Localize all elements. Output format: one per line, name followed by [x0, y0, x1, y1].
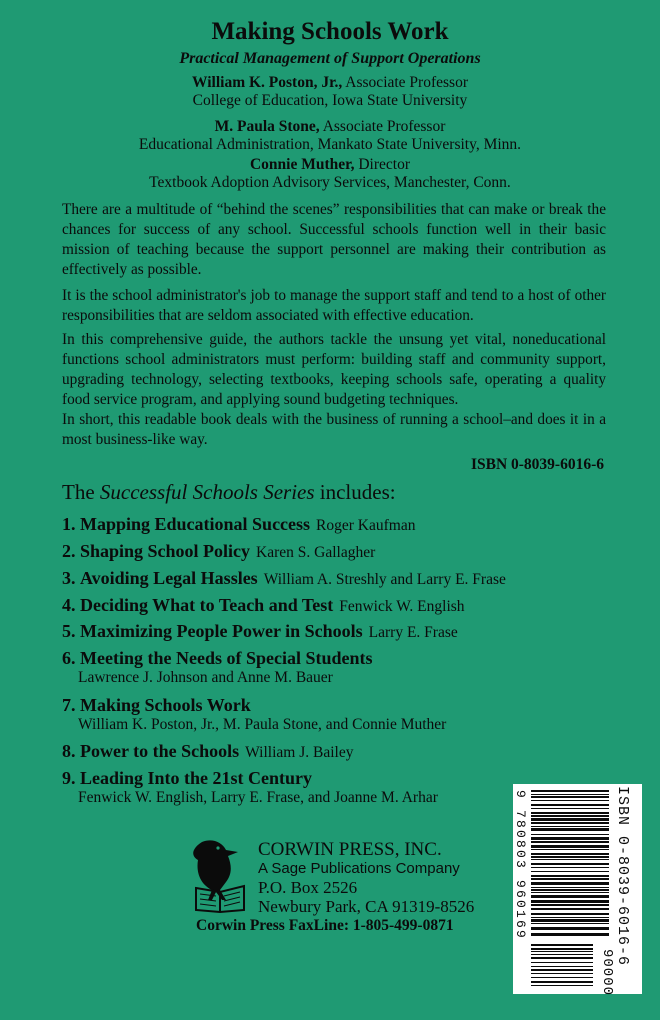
barcode-bar — [531, 927, 609, 930]
item-author: William J. Bailey — [245, 744, 354, 761]
item-title: Avoiding Legal Hassles — [80, 568, 258, 588]
barcode-bar — [531, 849, 609, 850]
series-item — [62, 567, 532, 591]
author-name: William K. Poston, Jr., — [192, 74, 343, 91]
barcode-bar — [531, 828, 609, 831]
item-author: Fenwick W. English — [339, 598, 465, 615]
barcode-bar — [531, 834, 609, 835]
item-title: Deciding What to Teach and Test — [80, 595, 334, 615]
author-block-2 — [0, 118, 660, 154]
description-paragraph-4: In short, this readable book deals with the business of running a school–and does it in a most business-like way. — [62, 411, 606, 448]
series-name: Successful Schools Series — [99, 480, 315, 504]
publisher-parent: A Sage Publications Company — [258, 860, 460, 877]
publisher-box: P.O. Box 2526 — [258, 878, 358, 897]
barcode-bar — [531, 871, 609, 872]
item-title: Making Schools Work — [80, 695, 251, 715]
barcode-isbn: ISBN 0-8039-6016-6 — [614, 786, 631, 967]
barcode-addon-bar — [531, 944, 593, 946]
item-title: Maximizing People Power in Schools — [80, 621, 363, 641]
item-title: Leading Into the 21st Century — [80, 768, 313, 788]
item-number: 5. — [62, 621, 76, 641]
author-role: Director — [354, 156, 410, 173]
publisher-block — [258, 840, 474, 916]
item-title: Shaping School Policy — [80, 541, 251, 561]
barcode-addon-bar — [531, 954, 593, 955]
barcode-bar — [531, 841, 609, 843]
barcode-addon-bar — [531, 951, 593, 952]
author-block-1 — [0, 74, 660, 110]
series-heading-pre: The — [62, 480, 100, 504]
barcode-bar — [531, 904, 609, 906]
barcode-bar — [531, 923, 609, 924]
publisher-city: Newbury Park, CA 91319-8526 — [258, 897, 475, 916]
barcode-addon-bar — [531, 977, 593, 978]
description-paragraph-2: It is the school administrator's job to manage the support staff and tend to a host of other responsibilities that are seldom associated with effective education. — [62, 287, 606, 324]
barcode-bar — [531, 889, 609, 891]
barcode-bar — [531, 837, 609, 840]
book-subtitle: Practical Management of Support Operations — [179, 50, 481, 67]
item-author: William K. Poston, Jr., M. Paula Stone, and Connie Muther — [78, 716, 447, 733]
barcode-bar — [531, 808, 609, 809]
series-item — [62, 540, 532, 564]
barcode-bar — [531, 800, 609, 801]
barcode-bar — [531, 815, 609, 817]
barcode-bar — [531, 853, 609, 855]
barcode-bar — [531, 822, 609, 824]
author-name: M. Paula Stone, — [214, 118, 320, 135]
item-author: Karen S. Gallagher — [256, 544, 376, 561]
barcode-bar — [531, 882, 609, 885]
barcode-bar — [531, 892, 609, 893]
barcode-bar — [531, 913, 609, 915]
series-heading — [62, 480, 396, 505]
barcode-bar — [531, 794, 609, 795]
item-number: 1. — [62, 514, 76, 534]
series-item — [62, 694, 532, 734]
author-role: Associate Professor — [342, 74, 468, 91]
series-item — [62, 647, 532, 687]
barcode-bar — [531, 895, 609, 898]
barcode-bar — [531, 917, 609, 918]
barcode-addon-bar — [531, 962, 593, 963]
item-author: Fenwick W. English, Larry E. Frase, and Joanne M. Arhar — [78, 789, 438, 806]
item-number: 8. — [62, 741, 76, 761]
barcode-bar — [531, 867, 609, 868]
author-block-3 — [0, 156, 660, 192]
series-heading-post: includes: — [314, 480, 396, 504]
barcode-digits: 9 780803 960169 — [513, 790, 528, 941]
barcode-addon-bar — [531, 985, 593, 986]
barcode-bar — [531, 908, 609, 910]
book-title: Making Schools Work — [211, 18, 449, 45]
barcode-addon-bar — [531, 981, 593, 983]
barcode-bar — [531, 790, 609, 792]
item-number: 7. — [62, 695, 76, 715]
item-author: Lawrence J. Johnson and Anne M. Bauer — [78, 669, 333, 686]
item-number: 2. — [62, 541, 76, 561]
barcode-price-code: 90000 — [599, 949, 615, 997]
publisher-name: CORWIN PRESS, INC. — [258, 839, 442, 860]
item-author: Roger Kaufman — [316, 517, 416, 534]
item-number: 6. — [62, 648, 76, 668]
barcode-bar — [531, 919, 609, 922]
author-affiliation: Textbook Adoption Advisory Services, Manchester, Conn. — [149, 174, 511, 191]
barcode-addon-bar — [531, 969, 593, 971]
item-number: 4. — [62, 595, 76, 615]
barcode-bar — [531, 804, 609, 806]
item-title: Power to the Schools — [80, 741, 240, 761]
description-paragraph-1: There are a multitude of “behind the scenes” responsibilities that can make or break the chances for success of any school. Successful schools function well in their basic mission of teaching because the support personnel are making their contribution as effectively as possible. — [62, 201, 606, 278]
item-title: Mapping Educational Success — [80, 514, 311, 534]
author-name: Connie Muther, — [249, 156, 355, 173]
item-author: William A. Streshly and Larry E. Frase — [263, 571, 506, 588]
barcode-bar — [531, 878, 609, 880]
isbn-barcode — [513, 784, 642, 997]
isbn-number: ISBN 0-8039-6016-6 — [470, 456, 604, 473]
barcode-bar — [531, 856, 609, 858]
author-affiliation: College of Education, Iowa State University — [192, 92, 468, 109]
barcode-bar — [531, 900, 609, 903]
barcode-bar — [531, 818, 609, 821]
series-item — [62, 620, 532, 644]
barcode-bar — [531, 933, 609, 936]
barcode-addon-bar — [531, 957, 593, 959]
barcode-bar — [531, 796, 609, 798]
series-item — [62, 767, 532, 807]
author-affiliation: Educational Administration, Mankato State University, Minn. — [138, 136, 522, 153]
item-number: 3. — [62, 568, 76, 588]
item-author: Larry E. Frase — [368, 624, 458, 641]
publisher-faxline: Corwin Press FaxLine: 1-805-499-0871 — [196, 917, 454, 934]
barcode-bar — [531, 826, 609, 827]
barcode-bar — [531, 845, 609, 848]
series-item — [62, 594, 532, 618]
item-title: Meeting the Needs of Special Students — [80, 648, 373, 668]
barcode-bar — [531, 859, 609, 860]
author-role: Associate Professor — [319, 118, 446, 135]
barcode-addon-bar — [531, 973, 593, 974]
description-paragraph-3: In this comprehensive guide, the authors tackle the unsung yet vital, noneducational functions school administrators must perform: building staff and community support, upgrading technology, selecting textbooks, keeping schools safe, operating a quality food service program, and applying sound budgeting techniques. — [62, 331, 606, 408]
corwin-raven-logo — [190, 838, 252, 918]
barcode-addon-bar — [531, 966, 593, 967]
series-item — [62, 740, 532, 764]
barcode-addon-bar — [531, 948, 593, 950]
barcode-bar — [531, 875, 609, 877]
barcode-bar — [531, 812, 609, 814]
item-number: 9. — [62, 768, 76, 788]
series-item — [62, 513, 532, 537]
barcode-bar — [531, 887, 609, 888]
barcode-bar — [531, 863, 609, 865]
